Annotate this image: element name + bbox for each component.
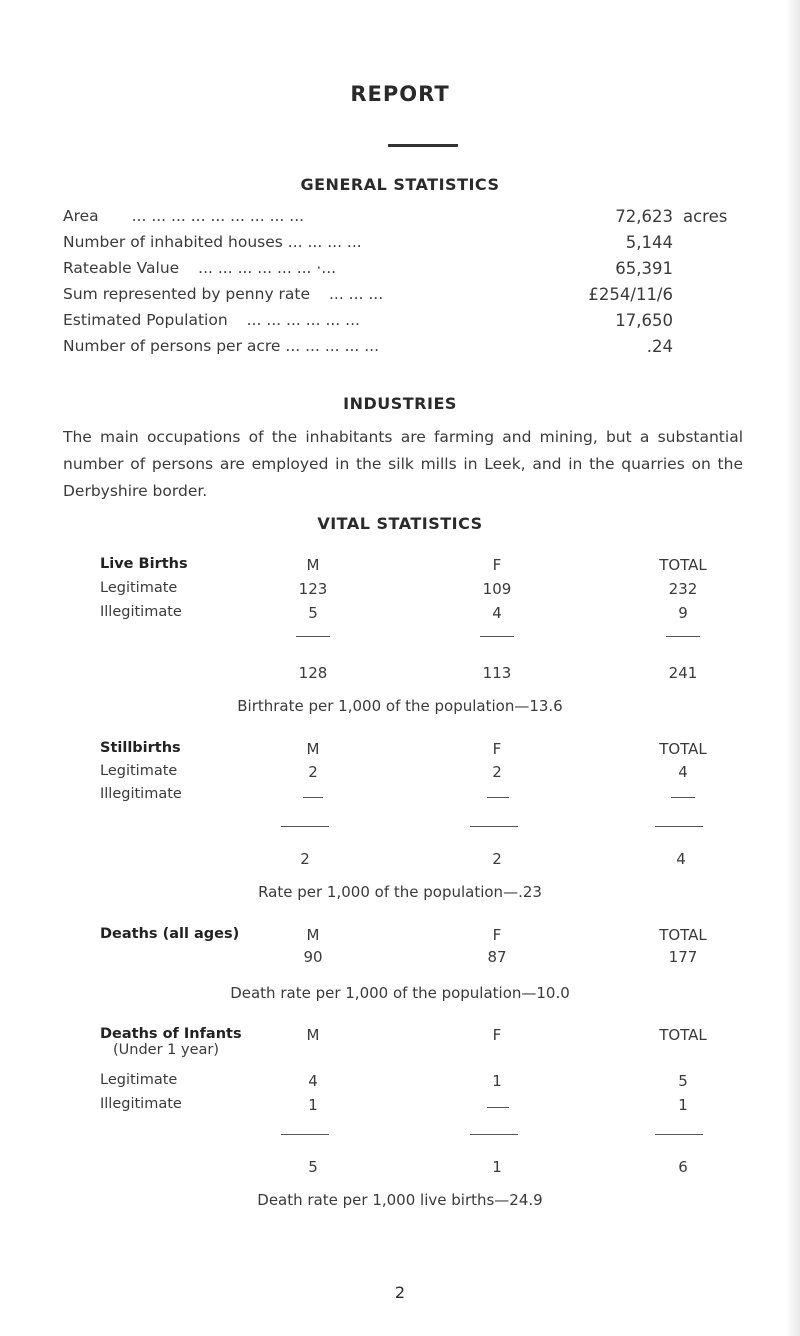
cell-grand-total: 4 xyxy=(676,850,686,868)
stat-value: .24 xyxy=(646,337,673,356)
infant-death-rate-line: Death rate per 1,000 live births—24.9 xyxy=(257,1191,543,1209)
stat-row-persons-per-acre xyxy=(63,337,763,361)
stat-label: Sum represented by penny rate xyxy=(63,285,311,303)
nil-dash xyxy=(487,797,509,798)
stat-row-penny-rate xyxy=(63,285,763,309)
stat-label: Area xyxy=(63,207,99,225)
col-total-header: TOTAL xyxy=(659,926,707,944)
nil-dash xyxy=(303,797,323,798)
total-rule xyxy=(281,1134,329,1135)
col-f-header: F xyxy=(492,740,502,758)
leader-dots: ... ... ... xyxy=(328,285,384,303)
cell-total: 177 xyxy=(668,948,698,966)
infant-deaths-sublabel: (Under 1 year) xyxy=(113,1042,219,1058)
col-m-header: M xyxy=(306,1026,320,1044)
row-label-legitimate: Legitimate xyxy=(100,763,178,779)
nil-dash xyxy=(487,1107,509,1108)
col-f-header: F xyxy=(492,556,502,574)
stat-value: 72,623 xyxy=(615,207,673,226)
cell-f-total: 113 xyxy=(482,664,512,682)
stillbirths-label: Stillbirths xyxy=(100,740,181,756)
nil-dash xyxy=(671,797,695,798)
total-rule xyxy=(470,1134,518,1135)
cell-m: 5 xyxy=(308,604,318,622)
title-divider xyxy=(388,144,458,147)
stillbirth-rate-line: Rate per 1,000 of the population—.23 xyxy=(258,883,542,901)
stat-label: Rateable Value xyxy=(63,259,180,277)
vital-statistics-heading: VITAL STATISTICS xyxy=(317,514,483,533)
infant-deaths-title: Deaths of Infants xyxy=(100,1026,242,1042)
leader-dots: ... ... ... ... ... ... xyxy=(246,311,360,329)
stat-label: Estimated Population xyxy=(63,311,228,329)
col-total-header: TOTAL xyxy=(659,740,707,758)
leader-dots: ... ... ... ... xyxy=(287,233,362,251)
cell-f: 87 xyxy=(487,948,507,966)
live-births-label: Live Births xyxy=(100,556,188,572)
stat-value: 5,144 xyxy=(625,233,673,252)
total-rule xyxy=(480,636,514,637)
stat-row-rateable-value xyxy=(63,259,763,283)
leader-dots: ... ... ... ... ... xyxy=(285,337,380,355)
stat-unit: acres xyxy=(683,207,728,226)
stat-row-houses xyxy=(63,233,763,257)
death-rate-line: Death rate per 1,000 of the population—10.0 xyxy=(230,984,570,1002)
total-rule xyxy=(655,1134,703,1135)
cell-f: 4 xyxy=(492,604,502,622)
page-number: 2 xyxy=(394,1283,406,1302)
total-rule xyxy=(666,636,700,637)
cell-grand-total: 6 xyxy=(678,1158,688,1176)
stat-row-area xyxy=(63,207,763,231)
col-f-header: F xyxy=(492,1026,502,1044)
cell-m: 2 xyxy=(308,763,318,781)
cell-m-total: 5 xyxy=(308,1158,318,1176)
cell-total: 4 xyxy=(678,763,688,781)
total-rule xyxy=(296,636,330,637)
cell-m: 4 xyxy=(308,1072,318,1090)
stat-value: £254/11/6 xyxy=(588,285,673,304)
cell-total: 9 xyxy=(678,604,688,622)
cell-total: 5 xyxy=(678,1072,688,1090)
cell-f: 2 xyxy=(492,763,502,781)
col-f-header: F xyxy=(492,926,502,944)
total-rule xyxy=(281,826,329,827)
industries-paragraph: The main occupations of the inhabitants are farming and mining, but a substantial number of persons are employed in the silk mills in Leek, and in the quarries on the Derbyshire border. xyxy=(63,428,743,500)
page-edge-shadow xyxy=(786,0,800,1336)
cell-f: 1 xyxy=(492,1072,502,1090)
stat-label: Number of inhabited houses xyxy=(63,233,283,251)
row-label-illegitimate: Illegitimate xyxy=(100,604,182,620)
cell-m: 90 xyxy=(303,948,323,966)
industries-heading: INDUSTRIES xyxy=(343,394,457,413)
stat-label: Number of persons per acre xyxy=(63,337,281,355)
stat-row-population xyxy=(63,311,763,335)
col-m-header: M xyxy=(306,926,320,944)
stat-value: 65,391 xyxy=(615,259,673,278)
stat-value: 17,650 xyxy=(615,311,673,330)
col-m-header: M xyxy=(306,740,320,758)
infant-deaths-label xyxy=(100,1026,242,1058)
cell-m-total: 2 xyxy=(300,850,310,868)
row-label-legitimate: Legitimate xyxy=(100,580,178,596)
birthrate-line: Birthrate per 1,000 of the population—13.6 xyxy=(237,697,563,715)
row-label-illegitimate: Illegitimate xyxy=(100,786,182,802)
cell-m: 1 xyxy=(308,1096,318,1114)
cell-f-total: 1 xyxy=(492,1158,502,1176)
cell-f-total: 2 xyxy=(492,850,502,868)
leader-dots: ... ... ... ... ... ... ... ... ... xyxy=(131,207,305,225)
general-statistics-heading: GENERAL STATISTICS xyxy=(300,175,500,194)
col-m-header: M xyxy=(306,556,320,574)
cell-f: 109 xyxy=(482,580,512,598)
col-total-header: TOTAL xyxy=(659,556,707,574)
cell-total: 232 xyxy=(668,580,698,598)
cell-m-total: 128 xyxy=(298,664,328,682)
cell-total: 1 xyxy=(678,1096,688,1114)
deaths-label: Deaths (all ages) xyxy=(100,926,240,942)
row-label-legitimate: Legitimate xyxy=(100,1072,178,1088)
page-title: REPORT xyxy=(350,82,450,106)
total-rule xyxy=(470,826,518,827)
leader-dots: ... ... ... ... ... ... ·... xyxy=(198,259,337,277)
cell-m: 123 xyxy=(298,580,328,598)
col-total-header: TOTAL xyxy=(659,1026,707,1044)
row-label-illegitimate: Illegitimate xyxy=(100,1096,182,1112)
total-rule xyxy=(655,826,703,827)
cell-grand-total: 241 xyxy=(668,664,698,682)
